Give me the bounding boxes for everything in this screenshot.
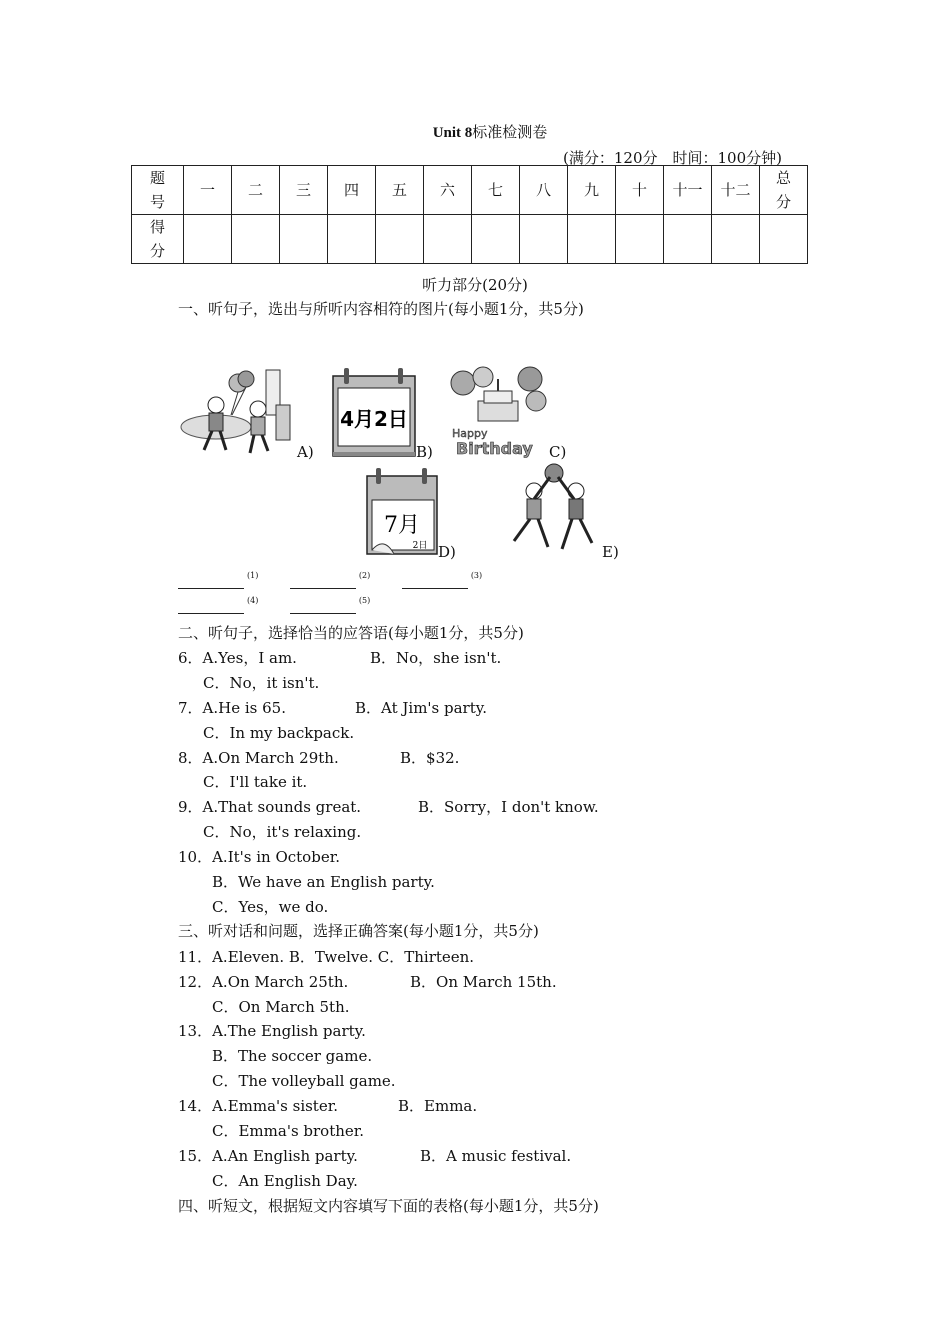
svg-text:Birthday: Birthday [456,439,533,458]
q9-option-a: 9．A.That sounds great. [178,798,362,816]
q11-options: 11．A.Eleven. B．Twelve. C．Thirteen. [178,948,475,966]
answer-blank[interactable] [290,599,356,614]
col-5: 五 [376,166,424,215]
blank-number: (2) [358,571,371,580]
q10-option-c: C．Yes，we do. [212,898,329,916]
blank-number: (5) [358,596,371,605]
q8-option-b: B．$32. [400,749,460,767]
q8-option-c: C．I'll take it. [203,773,308,791]
q14-option-c: C．Emma's brother. [212,1122,365,1140]
score-cell[interactable] [664,215,712,264]
answer-blank[interactable] [178,574,244,589]
answer-blank[interactable] [290,574,356,589]
q12-option-c: C．On March 5th. [212,998,350,1016]
listening-title: 听力部分(20分) [422,276,528,294]
picture-c-label: C) [549,443,567,461]
col-3: 三 [280,166,328,215]
q14-option-b: B．Emma. [398,1097,478,1115]
score-cell[interactable] [280,215,328,264]
q7-option-c: C．In my backpack. [203,724,355,742]
answer-blank-row-2 [178,596,370,614]
col-7: 七 [472,166,520,215]
q13-option-c: C．The volleyball game. [212,1072,396,1090]
picture-b-label: B) [416,443,433,461]
answer-blank[interactable] [402,574,468,589]
q9-option-b: B．Sorry，I don't know. [418,798,599,816]
q10-option-a: 10．A.It's in October. [178,848,340,866]
row-label-number: 题 号 [132,166,184,215]
row-label-score: 得 分 [132,215,184,264]
score-cell[interactable] [376,215,424,264]
q6-option-a: 6．A.Yes，I am. [178,649,297,667]
score-cell[interactable] [472,215,520,264]
q15-option-a: 15．A.An English party. [178,1147,358,1165]
section2-heading: 二、听句子，选择恰当的应答语(每小题1分，共5分) [178,624,524,642]
q8-option-a: 8．A.On March 29th. [178,749,339,767]
col-6: 六 [424,166,472,215]
q13-option-b: B．The soccer game. [212,1047,373,1065]
q13-option-a: 13．A.The English party. [178,1022,366,1040]
col-1: 一 [184,166,232,215]
exam-meta: (满分：120分 时间：100分钟) [563,149,782,167]
score-cell[interactable] [520,215,568,264]
col-8: 八 [520,166,568,215]
blank-number: (4) [247,596,259,605]
col-total: 总 分 [760,166,808,215]
col-4: 四 [328,166,376,215]
kids-basketball-image [504,463,604,557]
kids-balloons-image [176,365,296,460]
calendar-july-2-image [364,466,442,558]
col-2: 二 [232,166,280,215]
col-12: 十二 [712,166,760,215]
score-cell[interactable] [568,215,616,264]
score-cell[interactable] [232,215,280,264]
score-cell[interactable] [424,215,472,264]
birthday-cake-image [448,365,548,458]
q9-option-c: C．No，it's relaxing. [203,823,362,841]
section3-heading: 三、听对话和问题，选择正确答案(每小题1分，共5分) [178,922,539,940]
calendar-april-2-image [330,366,420,459]
score-cell[interactable] [328,215,376,264]
blank-number: (3) [470,571,483,580]
blank-number: (1) [247,571,259,580]
score-table-header-row [132,166,808,215]
score-cell[interactable] [760,215,808,264]
score-table [131,165,808,264]
q15-option-c: C．An English Day. [212,1172,358,1190]
col-9: 九 [568,166,616,215]
calendar-july-sub: 2日 [412,541,428,551]
score-cell[interactable] [184,215,232,264]
svg-text:Happy: Happy [452,427,488,440]
q12-option-b: B．On March 15th. [410,973,557,991]
calendar-april-text: 4月2日 [340,407,408,431]
section4-heading: 四、听短文，根据短文内容填写下面的表格(每小题1分，共5分) [178,1197,599,1215]
q7-option-b: B．At Jim's party. [355,699,488,717]
page-title: Unit 8标准检测卷 [432,123,548,141]
picture-d-label: D) [438,543,456,561]
score-cell[interactable] [616,215,664,264]
col-11: 十一 [664,166,712,215]
score-table-score-row [132,215,808,264]
score-cell[interactable] [712,215,760,264]
section1-heading: 一、听句子，选出与所听内容相符的图片(每小题1分，共5分) [178,300,584,318]
q15-option-b: B．A music festival. [420,1147,572,1165]
q6-option-b: B．No，she isn't. [370,649,502,667]
answer-blank[interactable] [178,599,244,614]
picture-a-label: A) [297,443,314,461]
q10-option-b: B．We have an English party. [212,873,435,891]
answer-blank-row-1 [178,571,482,589]
q12-option-a: 12．A.On March 25th. [178,973,349,991]
picture-e-label: E) [602,543,619,561]
calendar-july-text: 7月 [384,513,420,538]
q7-option-a: 7．A.He is 65. [178,699,286,717]
col-10: 十 [616,166,664,215]
q14-option-a: 14．A.Emma's sister. [178,1097,339,1115]
q6-option-c: C．No，it isn't. [203,674,320,692]
